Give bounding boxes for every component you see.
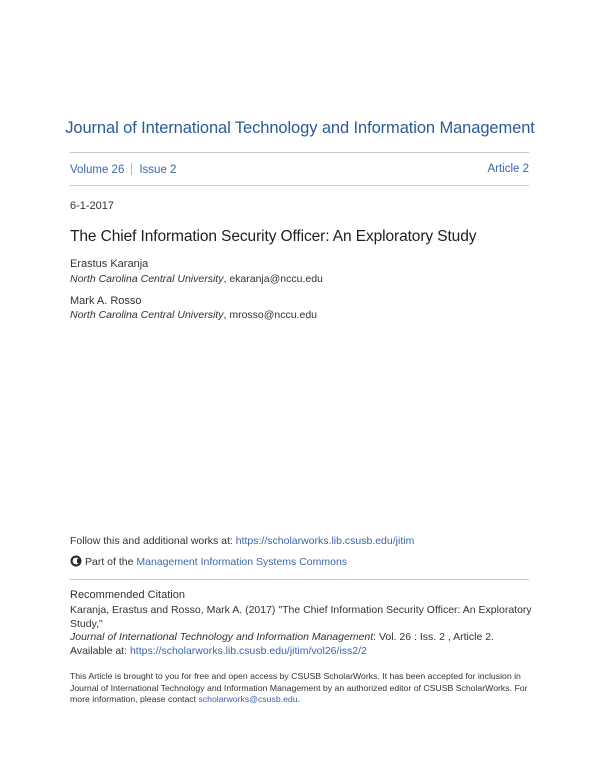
- journal-title[interactable]: Journal of International Technology and Information Management: [65, 119, 535, 137]
- citation-heading: Recommended Citation: [70, 589, 185, 601]
- citation-line: [70, 631, 540, 645]
- citation-block: [70, 604, 540, 658]
- author-name: Erastus Karanja: [70, 258, 149, 270]
- volume-link[interactable]: Volume 26: [70, 164, 125, 176]
- affiliation-name: North Carolina Central University: [70, 273, 224, 285]
- part-of-line: [70, 555, 347, 568]
- citation-line: Karanja, Erastus and Rosso, Mark A. (2017) "The Chief Information Security Officer: An Exploratory Study,": [70, 604, 532, 630]
- citation-url[interactable]: https://scholarworks.lib.csusb.edu/jitim/vol26/iss2/2: [129, 644, 367, 657]
- publication-date: 6-1-2017: [70, 200, 115, 212]
- citation-line: [70, 645, 540, 659]
- paper-title[interactable]: The Chief Information Security Officer: An Exploratory Study: [70, 228, 477, 245]
- footer-text: This Article is brought to you for free and open access by CSUSB ScholarWorks. It has been accepted for inclusion in Journal of International Technology and Information Management by an authorized editor of CSUSB ScholarWorks. For more information, please contact: [70, 671, 528, 704]
- citation-journal: Journal of International Technology and Information Management: [70, 631, 374, 643]
- footer-note: [70, 671, 540, 706]
- contact-email-link[interactable]: scholarworks@csusb.edu: [198, 694, 298, 704]
- author-email: mrosso@nccu.edu: [229, 309, 318, 321]
- affiliation-name: North Carolina Central University: [70, 309, 224, 321]
- author-name: Mark A. Rosso: [70, 295, 142, 307]
- issue-link[interactable]: Issue 2: [139, 164, 177, 176]
- follow-text: Follow this and additional works at:: [70, 535, 236, 547]
- repository-link[interactable]: https://scholarworks.lib.csusb.edu/jitim: [235, 535, 415, 547]
- volume-nav: [70, 163, 529, 176]
- author-affiliation: North Carolina Central University, mrosso@nccu.edu: [70, 309, 318, 321]
- citation-volume: : Vol. 26 : Iss. 2 , Article 2.: [373, 631, 494, 643]
- mid-divider: [70, 185, 529, 186]
- author-email: ekaranja@nccu.edu: [229, 273, 323, 285]
- follow-line: [70, 535, 414, 547]
- top-divider: [70, 152, 529, 153]
- available-label: Available at:: [70, 644, 130, 657]
- author-affiliation: North Carolina Central University, ekaranja@nccu.edu: [70, 273, 323, 285]
- creative-commons-icon: [70, 555, 82, 567]
- nav-separator: [131, 163, 132, 175]
- article-link[interactable]: Article 2: [487, 163, 529, 175]
- commons-link[interactable]: Management Information Systems Commons: [136, 556, 348, 568]
- footer-end: .: [297, 694, 300, 704]
- part-of-text: Part of the: [85, 556, 137, 568]
- citation-divider: [70, 579, 529, 580]
